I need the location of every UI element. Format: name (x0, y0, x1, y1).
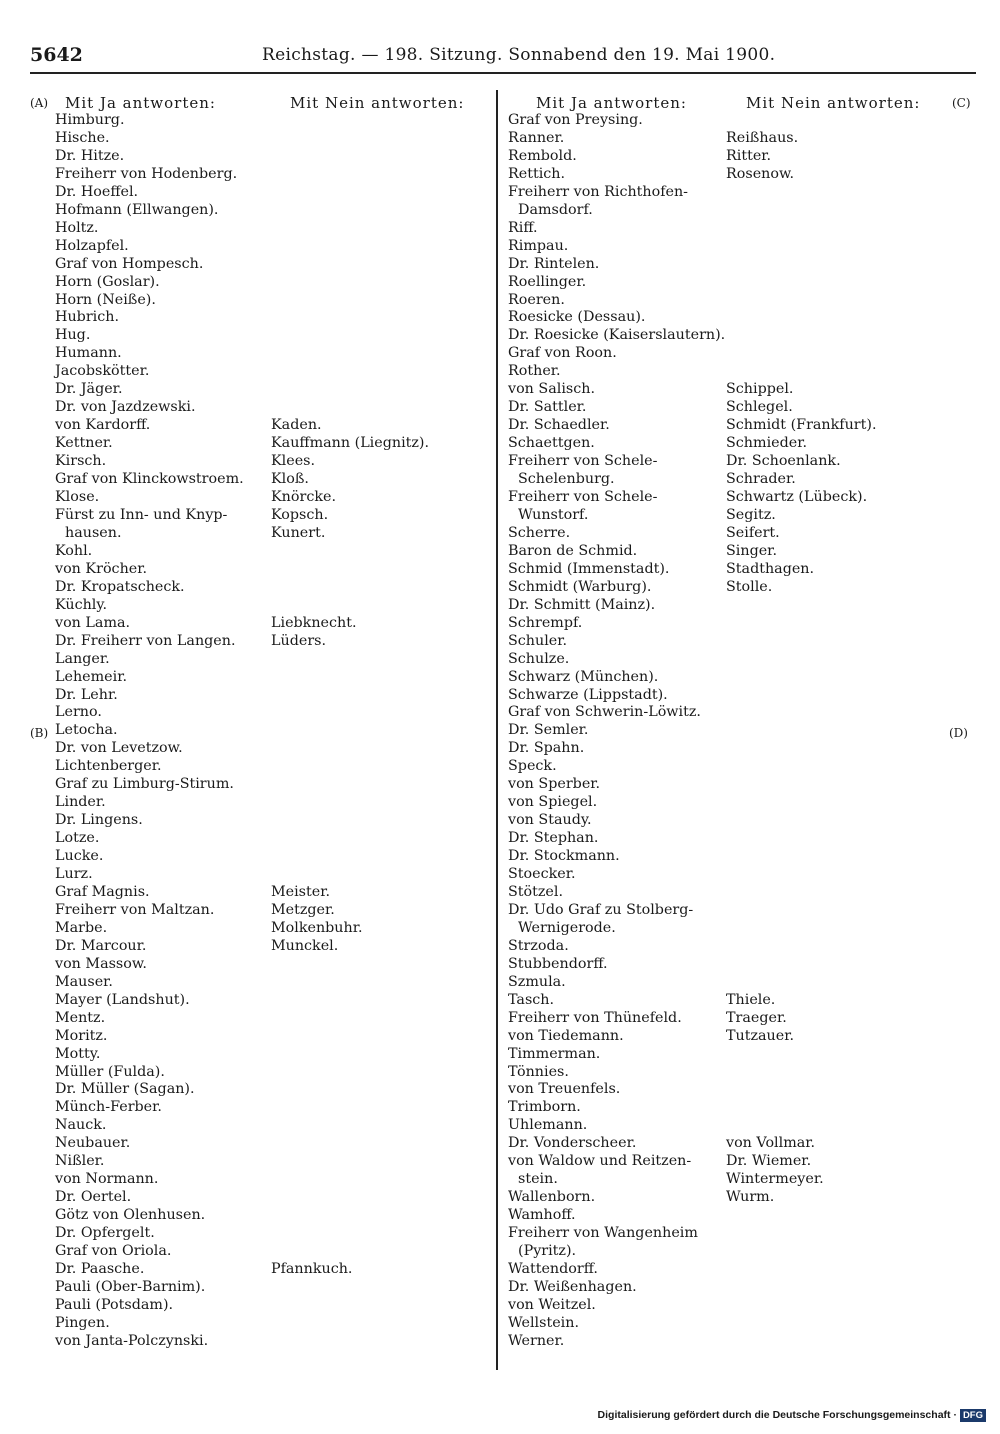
margin-marker-a: (A) (30, 96, 49, 110)
member-entry: Dr. Rintelen. (508, 255, 600, 272)
member-entry: Dr. Müller (Sagan). (55, 1081, 195, 1098)
member-entry: Roeren. (508, 291, 565, 308)
member-entry: Graf von Schwerin-Löwitz. (508, 704, 701, 721)
member-entry (271, 309, 429, 327)
member-entry (271, 722, 429, 740)
member-entry (271, 130, 429, 148)
member-entry (726, 956, 877, 974)
member-entry (726, 651, 877, 669)
member-entry: Dr. Hitze. (55, 147, 125, 164)
member-entry: Graf zu Limburg-Stirum. (55, 776, 234, 793)
member-entry: Tasch. (508, 991, 555, 1008)
member-entry: stein. (518, 1171, 558, 1188)
margin-marker-d: (D) (949, 726, 968, 740)
member-entry (271, 956, 429, 974)
member-entry (726, 974, 877, 992)
page-number: 5642 (30, 44, 83, 66)
member-entry: von Treuenfels. (508, 1081, 621, 1098)
member-entry: Kirsch. (55, 453, 107, 470)
right-nein-list (726, 112, 877, 1207)
member-entry: Pingen. (55, 1314, 110, 1331)
member-entry: Dr. Stockmann. (508, 848, 620, 865)
member-entry (726, 345, 877, 363)
member-entry (726, 722, 877, 740)
member-entry: Hische. (55, 129, 110, 146)
member-entry: Roesicke (Dessau). (508, 309, 646, 326)
member-entry: Thiele. (726, 991, 776, 1008)
member-entry (271, 830, 429, 848)
member-entry: Moritz. (55, 1027, 108, 1044)
member-entry: Himburg. (55, 112, 125, 128)
member-entry: Freiherr von Maltzan. (55, 901, 215, 918)
member-entry: von Waldow und Reitzen- (508, 1153, 692, 1170)
member-entry (271, 1028, 429, 1046)
column-divider (496, 90, 498, 1370)
member-entry: Dr. Oertel. (55, 1189, 132, 1206)
member-entry: Wurm. (726, 1189, 775, 1206)
member-entry: Graf von Hompesch. (55, 255, 204, 272)
member-entry (271, 1135, 429, 1153)
member-entry (726, 1117, 877, 1135)
member-entry: Dr. von Levetzow. (55, 740, 183, 757)
member-entry: Marbe. (55, 919, 108, 936)
member-entry (726, 633, 877, 651)
member-entry: Schaettgen. (508, 435, 595, 452)
member-entry: von Kardorff. (55, 417, 151, 434)
member-entry (726, 848, 877, 866)
member-entry: von Salisch. (508, 381, 595, 398)
member-entry: Dr. Udo Graf zu Stolberg- (508, 901, 694, 918)
member-entry: Pauli (Ober-Barnim). (55, 1278, 206, 1295)
member-entry (271, 776, 429, 794)
member-entry: Fürst zu Inn- und Knyp- (55, 506, 228, 523)
footer-text: Digitalisierung gefördert durch die Deutsche Forschungsgemeinschaft · (597, 1409, 957, 1421)
member-entry: Stoecker. (508, 866, 576, 883)
member-entry: Dr. Marcour. (55, 937, 147, 954)
member-entry (726, 327, 877, 345)
member-entry: von Vollmar. (726, 1135, 816, 1152)
member-entry: Kaden. (271, 417, 322, 434)
member-entry: Kauffmann (Liegnitz). (271, 435, 430, 452)
member-entry: Rembold. (508, 147, 577, 164)
member-entry: Holzapfel. (55, 237, 129, 254)
member-entry (271, 1081, 429, 1099)
member-entry: Tönnies. (508, 1063, 569, 1080)
member-entry (271, 1243, 429, 1261)
member-entry: Schuler. (508, 632, 568, 649)
member-entry: Nißler. (55, 1153, 105, 1170)
member-entry: Dr. Spahn. (508, 740, 585, 757)
page-header (30, 44, 980, 74)
member-entry: Scherre. (508, 524, 571, 541)
heading-nein-right: Mit Nein antworten: (746, 94, 921, 112)
member-entry: Freiherr von Hodenberg. (55, 165, 238, 182)
member-entry: von Janta-Polczynski. (55, 1332, 209, 1349)
member-entry: Seifert. (726, 524, 780, 541)
member-entry: Singer. (726, 542, 777, 559)
member-entry (726, 740, 877, 758)
heading-ja-left: Mit Ja antworten: (65, 94, 216, 112)
member-entry: Freiherr von Richthofen- (508, 183, 689, 200)
member-entry: Kopsch. (271, 506, 329, 523)
member-entry: Graf von Oriola. (55, 1243, 172, 1260)
member-entry (271, 1225, 429, 1243)
member-entry (726, 884, 877, 902)
member-entry: Wunstorf. (518, 506, 589, 523)
member-entry (271, 1171, 429, 1189)
member-entry (271, 1010, 429, 1028)
member-entry: Dr. Weißenhagen. (508, 1278, 637, 1295)
member-entry: Dr. Schaedler. (508, 417, 610, 434)
member-entry (726, 292, 877, 310)
member-entry (271, 202, 429, 220)
member-entry: Graf von Klinckowstroem. (55, 471, 244, 488)
member-entry (271, 148, 429, 166)
member-entry: Uhlemann. (508, 1117, 588, 1134)
member-entry: Wernigerode. (518, 919, 616, 936)
member-entry: Müller (Fulda). (55, 1063, 165, 1080)
header-rule (30, 72, 976, 74)
member-entry: Dr. Jäger. (55, 381, 123, 398)
member-entry: Langer. (55, 650, 110, 667)
member-entry: Speck. (508, 758, 557, 775)
member-entry (726, 812, 877, 830)
member-entry (726, 1099, 877, 1117)
member-entry (726, 938, 877, 956)
member-entry (271, 112, 429, 130)
member-entry: von Kröcher. (55, 560, 148, 577)
member-entry: Reißhaus. (726, 129, 799, 146)
member-entry: von Sperber. (508, 776, 601, 793)
member-entry: Rosenow. (726, 165, 795, 182)
member-entry (271, 238, 429, 256)
member-entry: Schmidt (Frankfurt). (726, 417, 877, 434)
member-entry: Wellstein. (508, 1314, 580, 1331)
member-entry (271, 184, 429, 202)
member-entry: Riff. (508, 219, 538, 236)
member-entry (271, 758, 429, 776)
member-entry (726, 669, 877, 687)
member-entry: Traeger. (726, 1009, 787, 1026)
member-entry: Schrempf. (508, 614, 583, 631)
member-entry (271, 274, 429, 292)
member-entry (271, 1099, 429, 1117)
member-entry: Dr. Schmitt (Mainz). (508, 596, 656, 613)
member-entry (726, 704, 877, 722)
member-entry: Pauli (Potsdam). (55, 1296, 174, 1313)
member-entry: Kloß. (271, 471, 309, 488)
member-entry (726, 202, 877, 220)
member-entry: Roellinger. (508, 273, 587, 290)
member-entry: Szmula. (508, 973, 566, 990)
right-ja-list (508, 112, 725, 1351)
member-entry (271, 866, 429, 884)
member-entry: Dr. Vonderscheer. (508, 1135, 637, 1152)
member-entry: Kohl. (55, 542, 93, 559)
member-entry (271, 651, 429, 669)
member-entry (726, 112, 877, 130)
member-entry: Schippel. (726, 381, 794, 398)
member-entry: Schelenburg. (518, 471, 615, 488)
footer (598, 1409, 986, 1422)
member-entry (271, 669, 429, 687)
member-entry: Freiherr von Schele- (508, 453, 658, 470)
member-entry: Metzger. (271, 901, 335, 918)
member-entry: Lucke. (55, 848, 104, 865)
member-entry (726, 830, 877, 848)
dfg-logo: DFG (960, 1409, 986, 1422)
member-entry: Meister. (271, 883, 331, 900)
member-entry: Schmid (Immenstadt). (508, 560, 670, 577)
member-entry: Freiherr von Thünefeld. (508, 1009, 682, 1026)
member-entry (271, 740, 429, 758)
member-entry (726, 866, 877, 884)
member-entry: Klees. (271, 453, 316, 470)
member-entry: Nauck. (55, 1117, 107, 1134)
member-entry (271, 543, 429, 561)
member-entry: Mayer (Landshut). (55, 991, 190, 1008)
member-entry: Graf Magnis. (55, 883, 150, 900)
member-entry (726, 794, 877, 812)
margin-marker-c: (C) (952, 96, 971, 110)
member-entry: Jacobskötter. (55, 363, 150, 380)
member-entry (271, 327, 429, 345)
member-entry: Dr. Lehr. (55, 686, 118, 703)
member-entry: Wallenborn. (508, 1189, 596, 1206)
left-ja-list (55, 112, 244, 1351)
member-entry: Holtz. (55, 219, 99, 236)
member-entry: von Staudy. (508, 812, 592, 829)
member-entry: Lüders. (271, 632, 327, 649)
member-entry: Dr. Freiherr von Langen. (55, 632, 236, 649)
heading-nein-left: Mit Nein antworten: (290, 94, 465, 112)
member-entry: Tutzauer. (726, 1027, 795, 1044)
member-entry: Letocha. (55, 722, 118, 739)
member-entry: Stadthagen. (726, 560, 815, 577)
member-entry (271, 704, 429, 722)
member-entry (271, 1189, 429, 1207)
member-entry (726, 309, 877, 327)
member-entry (271, 794, 429, 812)
member-entry: Dr. Roesicke (Kaiserslautern). (508, 327, 726, 344)
member-entry (271, 292, 429, 310)
member-entry (271, 220, 429, 238)
member-entry (271, 1064, 429, 1082)
member-entry: Klose. (55, 489, 100, 506)
member-entry: Schwarz (München). (508, 668, 659, 685)
member-entry: Motty. (55, 1045, 101, 1062)
member-entry: Liebknecht. (271, 614, 357, 631)
member-entry: Humann. (55, 345, 122, 362)
member-entry: Wattendorff. (508, 1261, 598, 1277)
member-entry: Dr. Schoenlank. (726, 453, 841, 470)
member-entry: Dr. Semler. (508, 722, 589, 739)
member-entry: Schwarze (Lippstadt). (508, 686, 668, 703)
member-entry: Trimborn. (508, 1099, 581, 1116)
member-entry: von Tiedemann. (508, 1027, 624, 1044)
member-entry: Dr. Hoeffel. (55, 183, 139, 200)
member-entry: Schwartz (Lübeck). (726, 489, 868, 506)
member-entry (271, 1046, 429, 1064)
member-entry: Freiherr von Schele- (508, 489, 658, 506)
member-entry: Pfannkuch. (271, 1261, 353, 1277)
member-entry: Dr. Stephan. (508, 830, 599, 847)
member-entry: Schrader. (726, 471, 796, 488)
member-entry (271, 597, 429, 615)
member-entry (726, 758, 877, 776)
member-entry (271, 848, 429, 866)
member-entry (726, 1064, 877, 1082)
margin-marker-b: (B) (30, 726, 49, 740)
member-entry (726, 776, 877, 794)
member-entry (271, 561, 429, 579)
member-entry: Stötzel. (508, 883, 564, 900)
heading-ja-right: Mit Ja antworten: (536, 94, 687, 112)
member-entry (271, 812, 429, 830)
member-entry: Rettich. (508, 165, 566, 182)
member-entry: Werner. (508, 1332, 565, 1349)
member-entry: Hug. (55, 327, 91, 344)
member-entry (726, 902, 877, 920)
member-entry: Lurz. (55, 866, 93, 883)
member-entry (271, 1153, 429, 1171)
member-entry: Ranner. (508, 129, 565, 146)
member-entry: Baron de Schmid. (508, 542, 638, 559)
member-entry (271, 256, 429, 274)
member-entry (726, 184, 877, 202)
member-entry: Dr. Paasche. (55, 1261, 145, 1277)
member-entry: Linder. (55, 794, 106, 811)
member-entry: von Spiegel. (508, 794, 598, 811)
member-entry: Knörcke. (271, 489, 337, 506)
member-entry (726, 1046, 877, 1064)
member-entry (726, 615, 877, 633)
member-entry: Hofmann (Ellwangen). (55, 201, 219, 218)
member-entry (726, 920, 877, 938)
member-entry (726, 220, 877, 238)
member-entry (726, 363, 877, 381)
member-entry: Strzoda. (508, 937, 569, 954)
member-entry (271, 381, 429, 399)
member-entry: Götz von Olenhusen. (55, 1207, 206, 1224)
member-entry: Graf von Roon. (508, 345, 617, 362)
member-entry: Horn (Goslar). (55, 273, 160, 290)
member-entry: Rimpau. (508, 237, 569, 254)
member-entry: Küchly. (55, 596, 108, 613)
member-entry: Segitz. (726, 506, 776, 523)
member-entry: Mauser. (55, 973, 113, 990)
member-entry: Dr. Wiemer. (726, 1153, 812, 1170)
member-entry: Mentz. (55, 1009, 106, 1026)
member-entry (271, 399, 429, 417)
member-entry: Molkenbuhr. (271, 919, 363, 936)
member-entry: Wamhoff. (508, 1207, 576, 1224)
member-entry: hausen. (65, 524, 122, 541)
member-entry (726, 274, 877, 292)
member-entry (271, 1207, 429, 1225)
member-entry: Ritter. (726, 147, 772, 164)
member-entry (271, 974, 429, 992)
member-entry: Rother. (508, 363, 561, 380)
member-entry: Lerno. (55, 704, 102, 721)
member-entry (726, 1081, 877, 1099)
member-entry: (Pyritz). (518, 1243, 577, 1260)
left-nein-list (271, 112, 429, 1279)
member-entry (271, 166, 429, 184)
member-entry (726, 597, 877, 615)
member-entry (271, 579, 429, 597)
running-head: Reichstag. — 198. Sitzung. Sonnabend den 19. Mai 1900. (262, 45, 776, 65)
member-entry (271, 687, 429, 705)
member-entry (271, 992, 429, 1010)
member-entry: von Massow. (55, 955, 147, 972)
member-entry: Lotze. (55, 830, 100, 847)
member-entry: Dr. von Jazdzewski. (55, 399, 196, 416)
member-entry: Schlegel. (726, 399, 793, 416)
member-entry (726, 687, 877, 705)
member-entry: von Weitzel. (508, 1296, 596, 1313)
member-entry: Graf von Preysing. (508, 112, 643, 128)
member-entry: Kettner. (55, 435, 113, 452)
member-entry: Damsdorf. (518, 201, 593, 218)
member-entry: Münch-Ferber. (55, 1099, 162, 1116)
member-entry: Lichtenberger. (55, 758, 162, 775)
member-entry: Dr. Kropatscheck. (55, 578, 185, 595)
member-entry: von Lama. (55, 614, 131, 631)
member-entry: Lehemeir. (55, 668, 128, 685)
member-entry: Schmieder. (726, 435, 808, 452)
member-entry: Freiherr von Wangenheim (508, 1225, 698, 1242)
member-entry: Munckel. (271, 937, 339, 954)
member-entry (271, 1117, 429, 1135)
member-entry: Stolle. (726, 578, 773, 595)
member-entry: Kunert. (271, 524, 326, 541)
member-entry (726, 256, 877, 274)
member-entry: Dr. Sattler. (508, 399, 587, 416)
member-entry: Stubbendorff. (508, 955, 608, 972)
member-entry: Wintermeyer. (726, 1171, 824, 1188)
member-entry: Timmerman. (508, 1045, 601, 1062)
member-entry: Dr. Opfergelt. (55, 1225, 155, 1242)
member-entry (271, 363, 429, 381)
member-entry: Schulze. (508, 650, 570, 667)
member-entry: Hubrich. (55, 309, 119, 326)
member-entry: Dr. Lingens. (55, 812, 143, 829)
member-entry (726, 238, 877, 256)
member-entry: Horn (Neiße). (55, 291, 156, 308)
member-entry (271, 345, 429, 363)
member-entry: Schmidt (Warburg). (508, 578, 652, 595)
member-entry: Neubauer. (55, 1135, 131, 1152)
member-entry: von Normann. (55, 1171, 159, 1188)
